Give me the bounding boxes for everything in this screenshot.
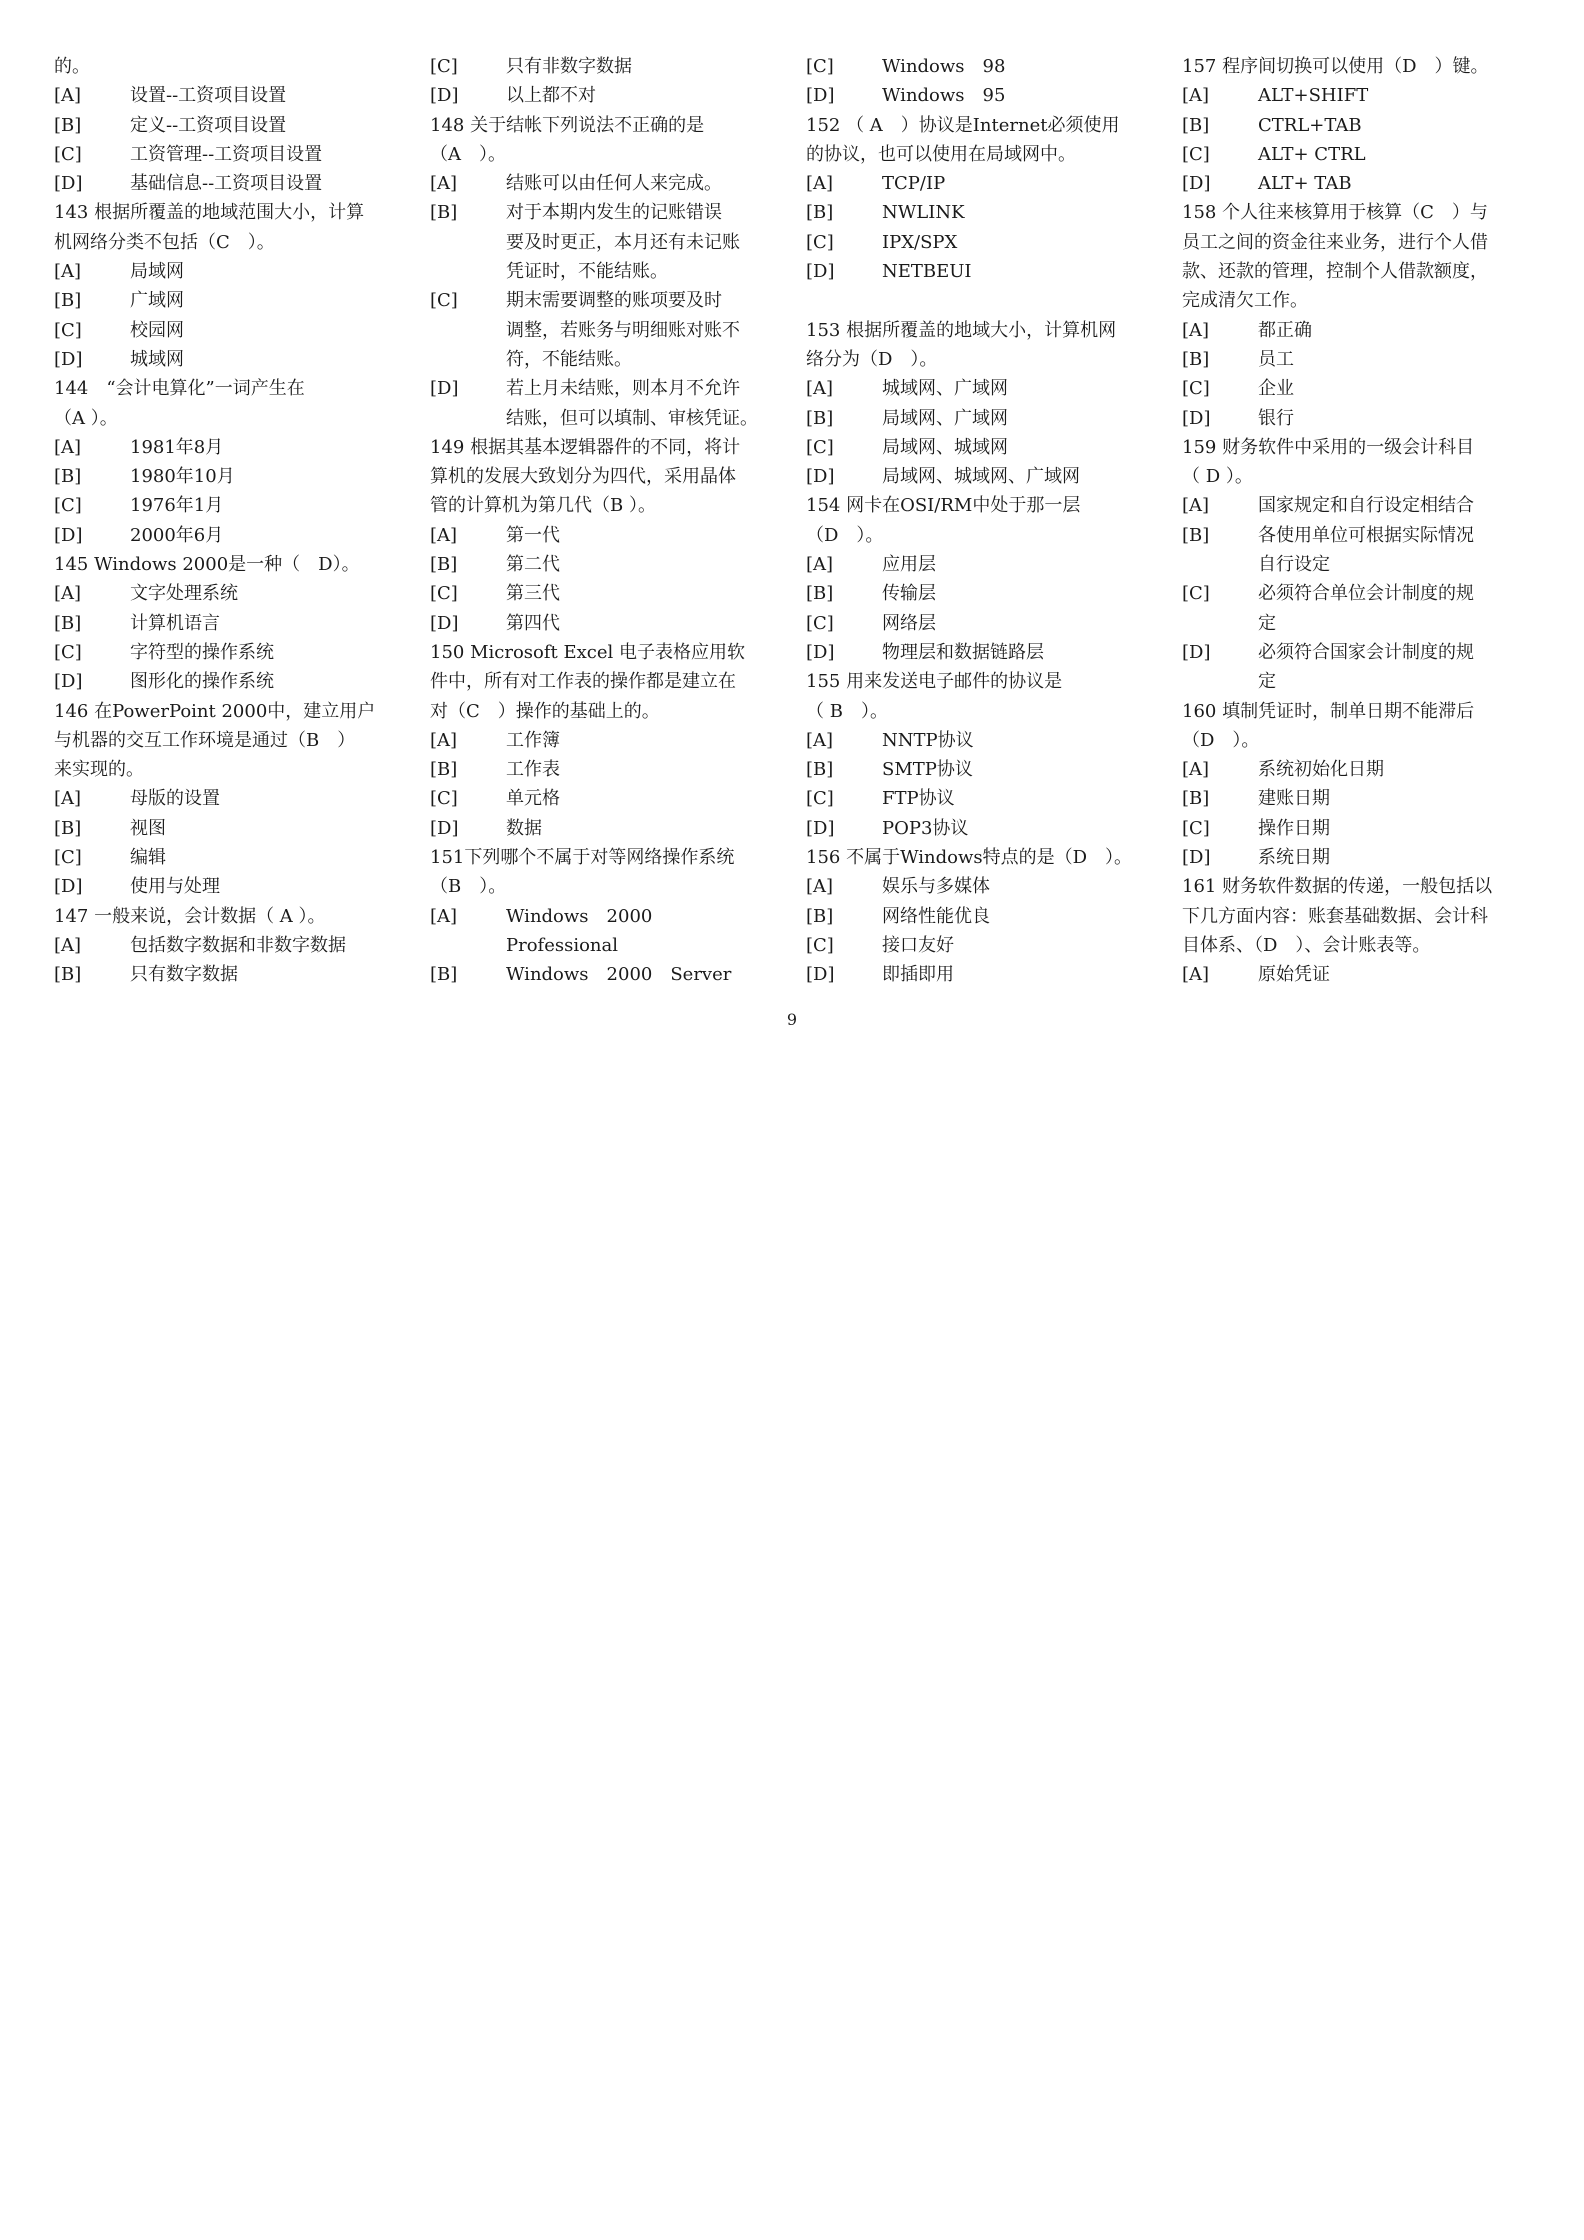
option-text: 应用层: [882, 554, 936, 576]
question-text: （B ）。: [430, 876, 507, 898]
option-text: 结账可以由任何人来完成。: [506, 173, 722, 195]
option-key: [A]: [430, 173, 458, 195]
option-text: 广域网: [130, 290, 184, 312]
answer-option: [54, 81, 410, 110]
option-text: SMTP协议: [882, 759, 973, 781]
answer-option: [806, 374, 1162, 403]
option-text: 第三代: [506, 583, 560, 605]
option-text: Windows 95: [882, 85, 1006, 107]
question-text: （A ）。: [54, 407, 118, 429]
option-key: [A]: [54, 934, 82, 956]
option-text: 字符型的操作系统: [130, 641, 274, 663]
question-text: 机网络分类不包括（C ）。: [54, 231, 275, 253]
option-text: 1980年10月: [130, 466, 235, 488]
answer-option: [430, 609, 786, 638]
answer-option: [806, 726, 1162, 755]
answer-option: [430, 198, 786, 227]
option-text-continuation: 定: [1258, 671, 1276, 693]
option-text: 建账日期: [1258, 788, 1330, 810]
option-key: [D]: [806, 85, 835, 107]
column-2: [430, 52, 786, 990]
option-text: 1976年1月: [130, 495, 224, 517]
answer-option: [1182, 638, 1538, 667]
option-text: ALT+ TAB: [1258, 173, 1352, 195]
option-key: [C]: [1182, 378, 1210, 400]
option-key: [D]: [1182, 407, 1211, 429]
option-text: 国家规定和自行设定相结合: [1258, 495, 1474, 517]
answer-option: [806, 902, 1162, 931]
option-key: [D]: [430, 378, 459, 400]
answer-option: [430, 784, 786, 813]
answer-option: [806, 872, 1162, 901]
option-key: [C]: [54, 319, 82, 341]
answer-option: [54, 814, 410, 843]
answer-option: [54, 609, 410, 638]
option-text: 都正确: [1258, 319, 1312, 341]
option-key: [C]: [806, 56, 834, 77]
answer-option: [54, 433, 410, 462]
option-text: 系统初始化日期: [1258, 759, 1384, 781]
option-key: [C]: [806, 231, 834, 253]
answer-option: [1182, 755, 1538, 784]
option-key: [C]: [806, 934, 834, 956]
option-text: 企业: [1258, 378, 1294, 400]
answer-option: [54, 169, 410, 198]
answer-option: [430, 726, 786, 755]
option-text: NWLINK: [882, 202, 965, 224]
option-key: [A]: [54, 436, 82, 458]
option-key: [D]: [430, 85, 459, 107]
option-text: 母版的设置: [130, 788, 220, 810]
option-key: [C]: [54, 143, 82, 165]
option-key: [C]: [430, 583, 458, 605]
answer-option: [54, 462, 410, 491]
option-text: 单元格: [506, 788, 560, 810]
option-key: [B]: [806, 202, 834, 224]
answer-option: [806, 550, 1162, 579]
option-text: 局域网、城域网: [882, 436, 1008, 458]
question-text: 件中，所有对工作表的操作都是建立在: [430, 671, 736, 693]
answer-option: [806, 579, 1162, 608]
answer-option: [54, 111, 410, 140]
answer-option: [54, 931, 410, 960]
question-text: 员工之间的资金往来业务，进行个人借: [1182, 231, 1488, 253]
option-key: [D]: [54, 524, 83, 546]
option-text: 操作日期: [1258, 817, 1330, 839]
answer-option: [806, 169, 1162, 198]
question-text: （ B ）。: [806, 700, 888, 722]
answer-option: [430, 286, 786, 315]
option-key: [D]: [806, 261, 835, 283]
answer-option: [806, 960, 1162, 989]
option-text: 银行: [1258, 407, 1294, 429]
option-text: 包括数字数据和非数字数据: [130, 934, 346, 956]
option-key: [C]: [806, 436, 834, 458]
option-key: [C]: [54, 641, 82, 663]
option-key: [D]: [54, 876, 83, 898]
question-text: 对（C ）操作的基础上的。: [430, 700, 660, 722]
question-text: 管的计算机为第几代（B ）。: [430, 495, 656, 517]
option-text-continuation: 要及时更正，本月还有未记账: [506, 231, 740, 253]
answer-option: [54, 345, 410, 374]
option-text: 以上都不对: [506, 85, 596, 107]
option-text: Windows 2000: [506, 905, 653, 927]
option-key: [A]: [806, 173, 834, 195]
answer-option: [54, 521, 410, 550]
option-text: CTRL+TAB: [1258, 114, 1362, 136]
option-key: [A]: [54, 788, 82, 810]
answer-option: [1182, 491, 1538, 520]
option-text: 必须符合国家会计制度的规: [1258, 641, 1474, 663]
question-text: 下几方面内容：账套基础数据、会计科: [1182, 905, 1488, 927]
option-text: NNTP协议: [882, 729, 974, 751]
option-key: [C]: [1182, 817, 1210, 839]
answer-option: [1182, 111, 1538, 140]
option-text: 必须符合单位会计制度的规: [1258, 583, 1474, 605]
question-text: 160 填制凭证时，制单日期不能滞后: [1182, 700, 1475, 722]
option-text: 图形化的操作系统: [130, 671, 274, 693]
option-key: [D]: [430, 817, 459, 839]
answer-option: [430, 755, 786, 784]
option-text: ALT+SHIFT: [1258, 85, 1369, 107]
option-text: POP3协议: [882, 817, 969, 839]
answer-option: [54, 784, 410, 813]
option-key: [B]: [430, 554, 458, 576]
question-text: 159 财务软件中采用的一级会计科目: [1182, 436, 1475, 458]
option-key: [B]: [54, 817, 82, 839]
option-key: [C]: [806, 788, 834, 810]
option-text-continuation: 自行设定: [1258, 554, 1330, 576]
option-key: [B]: [430, 202, 458, 224]
option-key: [D]: [1182, 173, 1211, 195]
option-text-continuation: 凭证时，不能结账。: [506, 261, 668, 283]
option-text-continuation: 定: [1258, 612, 1276, 634]
option-text: 文字处理系统: [130, 583, 238, 605]
option-key: [B]: [1182, 348, 1210, 370]
question-text: 的协议，也可以使用在局域网中。: [806, 143, 1076, 165]
answer-option: [806, 404, 1162, 433]
question-text: 158 个人往来核算用于核算（C ）与: [1182, 202, 1488, 224]
option-key: [D]: [806, 641, 835, 663]
option-key: [A]: [1182, 319, 1210, 341]
option-key: [B]: [54, 290, 82, 312]
option-text: 网络性能优良: [882, 905, 990, 927]
answer-option: [1182, 521, 1538, 550]
option-text: 2000年6月: [130, 524, 224, 546]
answer-option: [806, 784, 1162, 813]
answer-option: [806, 931, 1162, 960]
answer-option: [1182, 81, 1538, 110]
question-text: 147 一般来说，会计数据（ A ）。: [54, 905, 326, 927]
column-4: [1182, 52, 1538, 990]
answer-option: [806, 198, 1162, 227]
option-text: 计算机语言: [130, 612, 220, 634]
option-key: [C]: [54, 847, 82, 869]
answer-option: [1182, 404, 1538, 433]
question-text: 完成清欠工作。: [1182, 290, 1308, 312]
option-text: 使用与处理: [130, 876, 220, 898]
blank-line: [806, 286, 1162, 315]
option-key: [D]: [1182, 641, 1211, 663]
option-text: 接口友好: [882, 934, 954, 956]
option-text: 第一代: [506, 524, 560, 546]
option-key: [B]: [806, 759, 834, 781]
option-text-continuation: 结账，但可以填制、审核凭证。: [506, 407, 758, 429]
option-key: [B]: [1182, 524, 1210, 546]
option-key: [D]: [430, 612, 459, 634]
answer-option: [54, 872, 410, 901]
option-text: NETBEUI: [882, 261, 972, 283]
answer-option: [1182, 814, 1538, 843]
question-text: （D ）。: [1182, 729, 1260, 751]
option-key: [A]: [430, 729, 458, 751]
option-text: 城域网、广域网: [882, 378, 1008, 400]
answer-option: [54, 257, 410, 286]
answer-option: [806, 52, 1162, 81]
option-key: [B]: [54, 612, 82, 634]
answer-option: [806, 228, 1162, 257]
option-text-continuation: 调整，若账务与明细账对账不: [506, 319, 740, 341]
option-key: [B]: [430, 964, 458, 986]
option-key: [A]: [54, 583, 82, 605]
option-key: [D]: [806, 466, 835, 488]
option-text: 数据: [506, 817, 542, 839]
option-text: 基础信息--工资项目设置: [130, 173, 323, 195]
page-number: 9: [786, 1010, 798, 1029]
answer-option: [54, 667, 410, 696]
answer-option: [54, 579, 410, 608]
option-text: 设置--工资项目设置: [130, 85, 287, 107]
option-text: 网络层: [882, 612, 936, 634]
answer-option: [430, 579, 786, 608]
option-text: 物理层和数据链路层: [882, 641, 1044, 663]
answer-option: [1182, 345, 1538, 374]
answer-option: [1182, 316, 1538, 345]
option-text: 工作表: [506, 759, 560, 781]
option-key: [B]: [54, 114, 82, 136]
answer-option: [1182, 843, 1538, 872]
question-text: 148 关于结帐下列说法不正确的是: [430, 114, 705, 136]
option-text: 视图: [130, 817, 166, 839]
question-text: 151下列哪个不属于对等网络操作系统: [430, 847, 735, 869]
option-text: 局域网、广域网: [882, 407, 1008, 429]
option-text: 工资管理--工资项目设置: [130, 143, 323, 165]
option-text-continuation: Professional: [506, 934, 619, 956]
option-text: 各使用单位可根据实际情况: [1258, 524, 1474, 546]
question-text: 157 程序间切换可以使用（D ）键。: [1182, 56, 1489, 77]
question-text: 来实现的。: [54, 759, 144, 781]
question-text: 161 财务软件数据的传递，一般包括以: [1182, 876, 1493, 898]
answer-option: [54, 960, 410, 989]
question-text: 144 “会计电算化”一词产生在: [54, 378, 305, 400]
option-key: [D]: [54, 348, 83, 370]
question-text: 143 根据所覆盖的地域范围大小，计算: [54, 202, 365, 224]
option-key: [A]: [54, 261, 82, 283]
answer-option: [430, 960, 786, 989]
option-text: 局域网、城域网、广域网: [882, 466, 1080, 488]
answer-option: [1182, 374, 1538, 403]
answer-option: [1182, 960, 1538, 989]
answer-option: [430, 902, 786, 931]
answer-option: [430, 374, 786, 403]
answer-option: [430, 814, 786, 843]
option-key: [A]: [806, 378, 834, 400]
answer-option: [430, 169, 786, 198]
option-key: [A]: [806, 554, 834, 576]
option-key: [A]: [1182, 495, 1210, 517]
option-text: 期末需要调整的账项要及时: [506, 290, 722, 312]
option-key: [B]: [806, 905, 834, 927]
column-3: [806, 52, 1162, 990]
question-text: 152 （ A ）协议是Internet必须使用: [806, 114, 1120, 136]
answer-option: [54, 140, 410, 169]
option-text: 定义--工资项目设置: [130, 114, 287, 136]
answer-option: [806, 814, 1162, 843]
option-text: 若上月未结账，则本月不允许: [506, 378, 740, 400]
option-key: [C]: [806, 612, 834, 634]
answer-option: [430, 521, 786, 550]
answer-option: [806, 462, 1162, 491]
option-key: [A]: [430, 905, 458, 927]
question-text: 145 Windows 2000是一种（ D）。: [54, 554, 360, 576]
question-text: 149 根据其基本逻辑器件的不同，将计: [430, 436, 741, 458]
option-key: [A]: [806, 729, 834, 751]
answer-option: [430, 52, 786, 81]
answer-option: [1182, 784, 1538, 813]
option-key: [D]: [806, 964, 835, 986]
option-text: 局域网: [130, 261, 184, 283]
answer-option: [1182, 579, 1538, 608]
option-key: [C]: [1182, 143, 1210, 165]
option-key: [A]: [1182, 85, 1210, 107]
option-text: 工作簿: [506, 729, 560, 751]
option-key: [B]: [806, 583, 834, 605]
answer-option: [54, 286, 410, 315]
question-text: 算机的发展大致划分为四代，采用晶体: [430, 466, 736, 488]
option-key: [A]: [430, 524, 458, 546]
question-text: 络分为（D ）。: [806, 348, 938, 370]
answer-option: [430, 550, 786, 579]
question-text: 155 用来发送电子邮件的协议是: [806, 671, 1063, 693]
answer-option: [1182, 140, 1538, 169]
option-text: 娱乐与多媒体: [882, 876, 990, 898]
question-text: 146 在PowerPoint 2000中，建立用户: [54, 700, 376, 722]
question-text: （ D ）。: [1182, 466, 1253, 488]
question-text: 156 不属于Windows特点的是（D ）。: [806, 847, 1133, 869]
option-key: [B]: [1182, 788, 1210, 810]
answer-option: [1182, 169, 1538, 198]
option-text: IPX/SPX: [882, 231, 958, 253]
answer-option: [430, 81, 786, 110]
option-key: [D]: [1182, 847, 1211, 869]
option-key: [B]: [1182, 114, 1210, 136]
answer-option: [806, 257, 1162, 286]
question-text: 与机器的交互工作环境是通过（B ）: [54, 729, 356, 751]
question-text: 153 根据所覆盖的地域大小，计算机网: [806, 319, 1117, 341]
answer-option: [806, 433, 1162, 462]
column-1: [54, 52, 410, 990]
option-text: Windows 98: [882, 56, 1006, 77]
option-text: 第二代: [506, 554, 560, 576]
option-text: TCP/IP: [882, 173, 946, 195]
option-key: [A]: [54, 85, 82, 107]
answer-option: [806, 609, 1162, 638]
option-text: 传输层: [882, 583, 936, 605]
question-text: （D ）。: [806, 524, 884, 546]
question-text: 154 网卡在OSI/RM中处于那一层: [806, 495, 1081, 517]
question-text: 的。: [54, 56, 90, 77]
option-key: [C]: [430, 788, 458, 810]
option-text: 即插即用: [882, 964, 954, 986]
answer-option: [54, 316, 410, 345]
option-text: 城域网: [130, 348, 184, 370]
option-text: Windows 2000 Server: [506, 964, 732, 986]
option-text: FTP协议: [882, 788, 955, 810]
option-key: [C]: [430, 56, 458, 77]
option-key: [C]: [54, 495, 82, 517]
option-key: [D]: [806, 817, 835, 839]
option-key: [C]: [430, 290, 458, 312]
answer-option: [54, 638, 410, 667]
option-text: 第四代: [506, 612, 560, 634]
option-key: [B]: [430, 759, 458, 781]
question-text: （A ）。: [430, 143, 506, 165]
option-text: 只有数字数据: [130, 964, 238, 986]
option-key: [D]: [54, 671, 83, 693]
option-key: [A]: [806, 876, 834, 898]
option-key: [B]: [54, 964, 82, 986]
option-key: [D]: [54, 173, 83, 195]
option-text-continuation: 符，不能结账。: [506, 348, 632, 370]
option-text: 编辑: [130, 847, 166, 869]
answer-option: [806, 638, 1162, 667]
option-key: [B]: [806, 407, 834, 429]
option-text: 校园网: [130, 319, 184, 341]
option-text: 原始凭证: [1258, 964, 1330, 986]
answer-option: [806, 755, 1162, 784]
option-key: [C]: [1182, 583, 1210, 605]
option-key: [A]: [1182, 964, 1210, 986]
option-key: [A]: [1182, 759, 1210, 781]
answer-option: [806, 81, 1162, 110]
option-text: 员工: [1258, 348, 1294, 370]
option-text: ALT+ CTRL: [1258, 143, 1366, 165]
option-text: 系统日期: [1258, 847, 1330, 869]
answer-option: [54, 491, 410, 520]
question-text: 款、还款的管理，控制个人借款额度，: [1182, 261, 1488, 283]
option-text: 1981年8月: [130, 436, 224, 458]
option-text: 对于本期内发生的记账错误: [506, 202, 722, 224]
question-text: 150 Microsoft Excel 电子表格应用软: [430, 641, 745, 663]
option-text: 只有非数字数据: [506, 56, 632, 77]
answer-option: [54, 843, 410, 872]
option-key: [B]: [54, 466, 82, 488]
question-text: 目体系、（D ）、会计账表等。: [1182, 934, 1431, 956]
